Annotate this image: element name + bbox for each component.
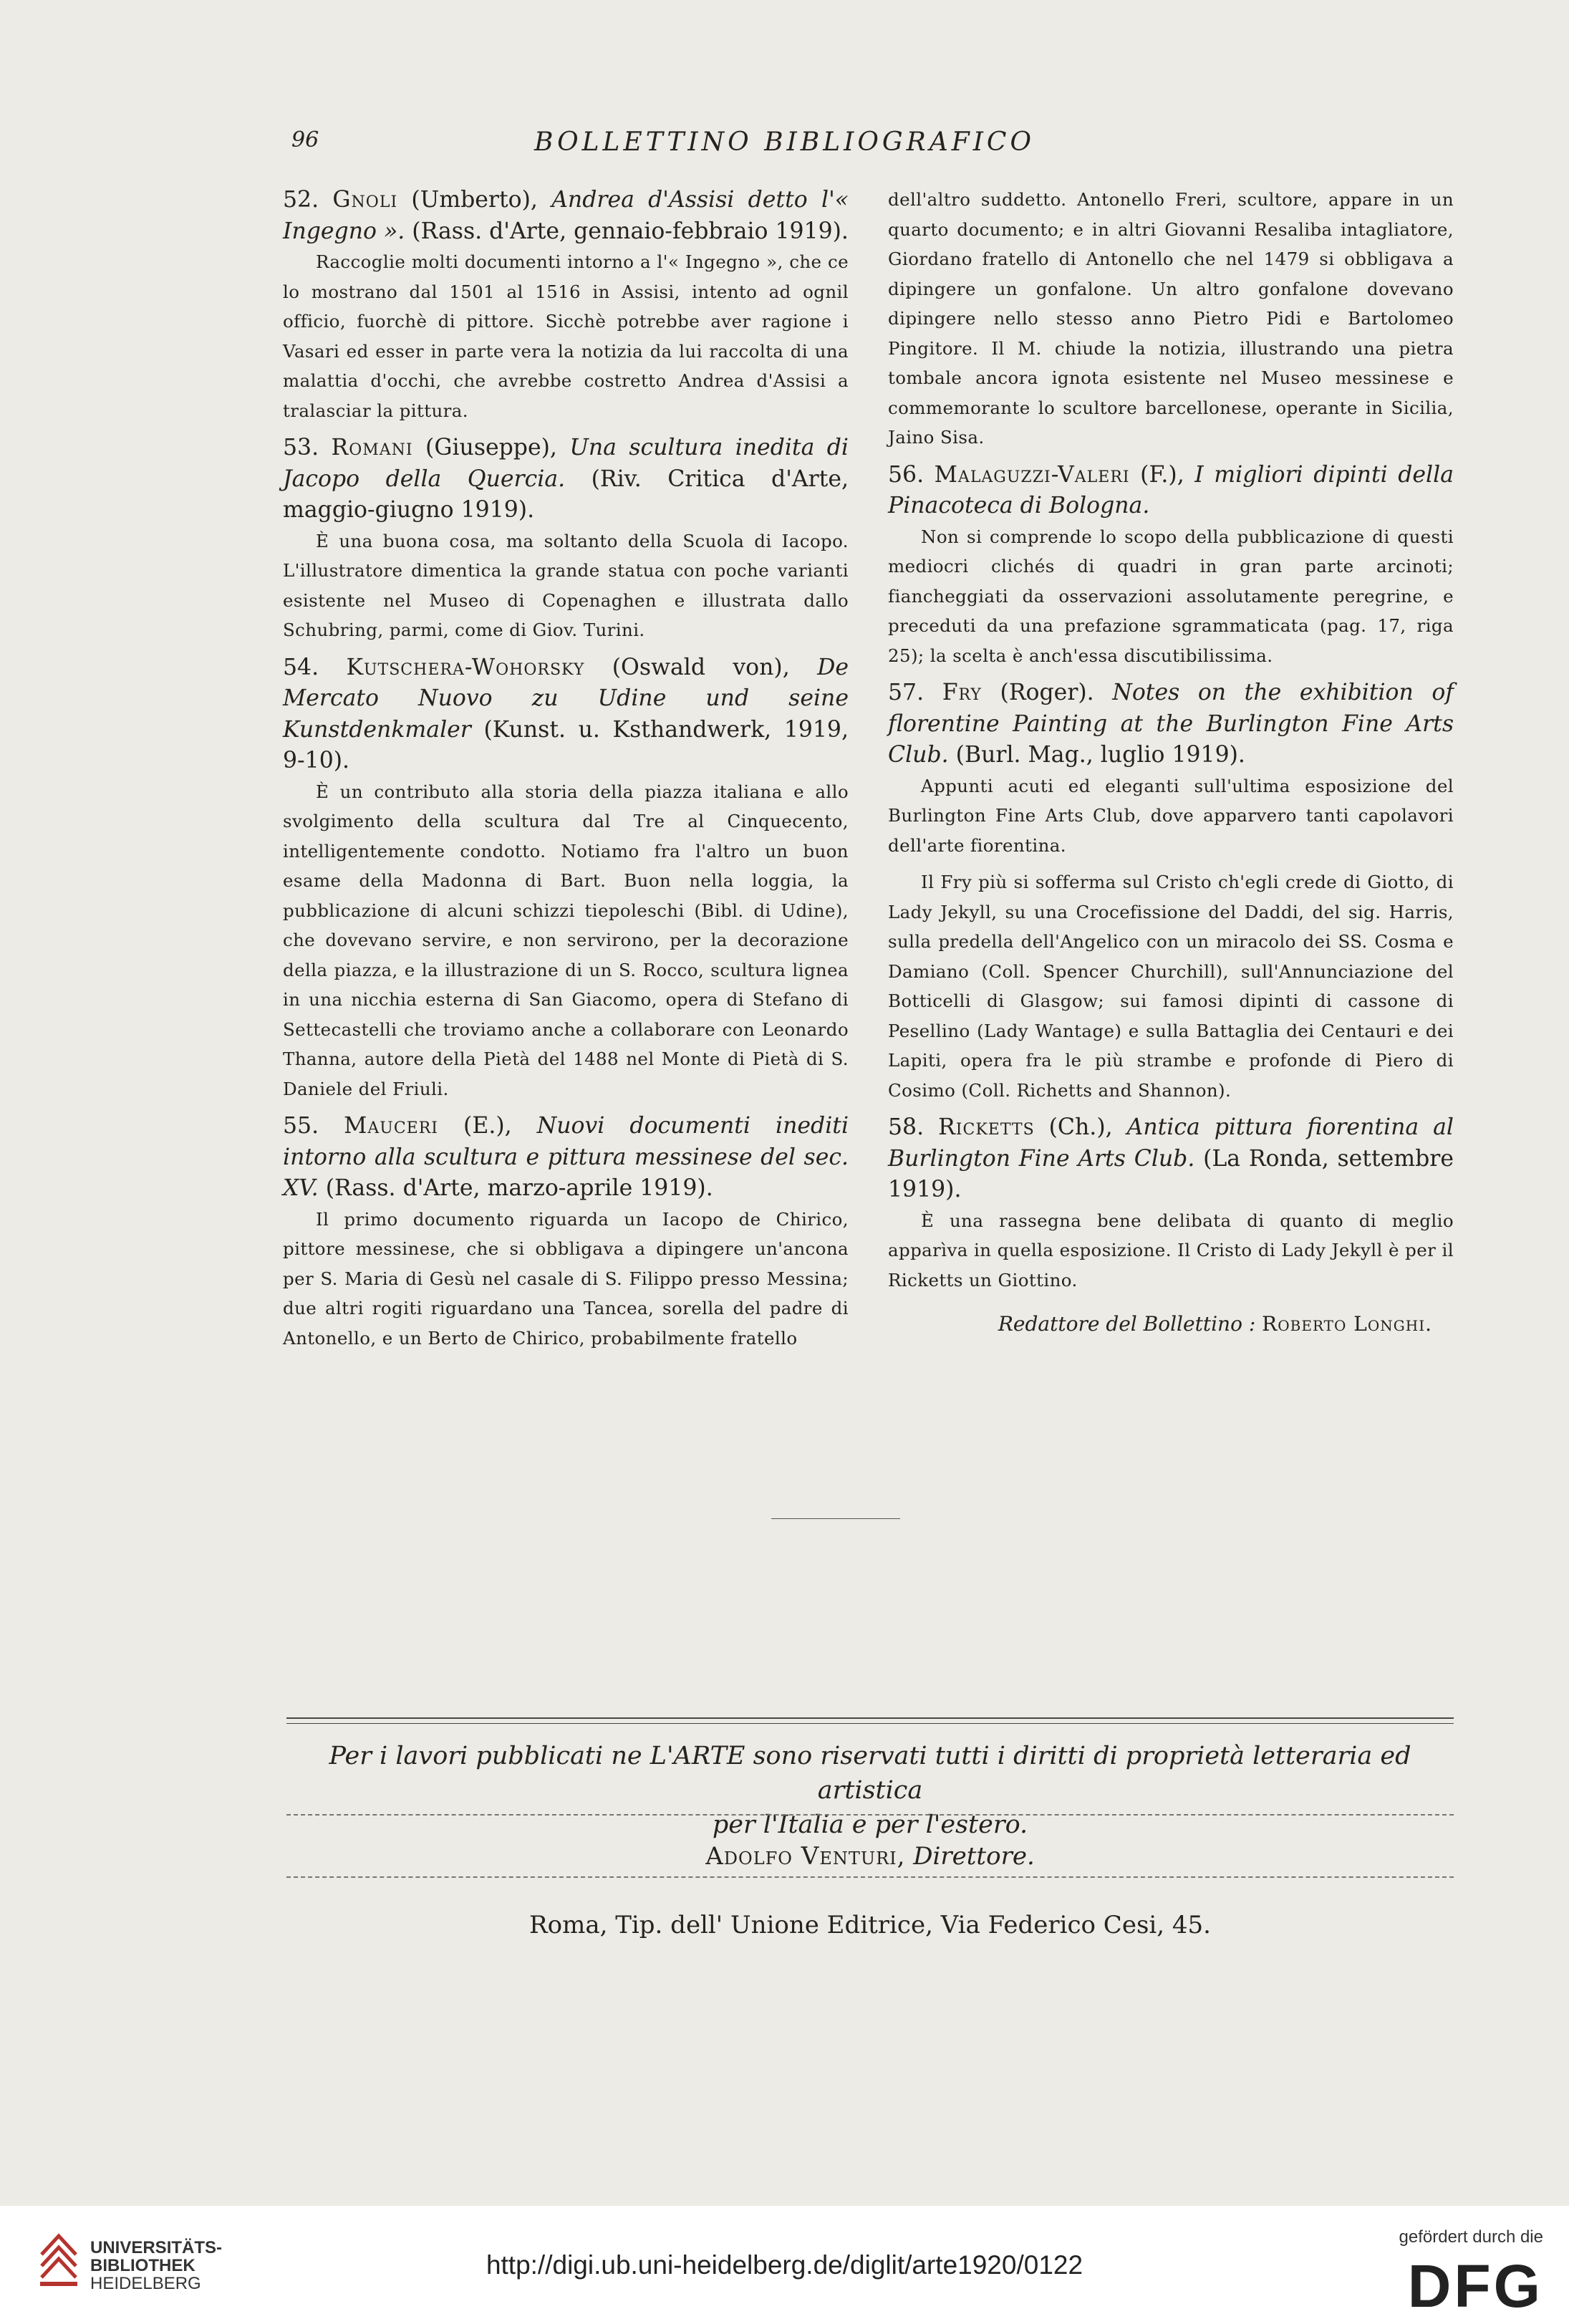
entry-heading: [888, 460, 1454, 522]
entry-heading: [283, 185, 849, 247]
running-title: BOLLETTINO BIBLIOGRAFICO: [534, 127, 1035, 157]
bibliography-entry: [283, 433, 849, 645]
entry-source: (Burl. Mag., luglio 1919).: [948, 742, 1245, 768]
entry-author-given: (Ch.),: [1034, 1114, 1127, 1140]
bibliography-entry: [283, 185, 849, 425]
entry-text: Appunti acuti ed eleganti sull'ultima esposizione del Burlington Fine Arts Club, dove apparvero tanti capolavori dell'arte fiorentina.: [888, 775, 1454, 856]
entry-number: 52.: [283, 187, 319, 213]
funding-label: gefördert durch die: [1399, 2227, 1543, 2247]
director-line: [286, 1842, 1454, 1871]
entry-author: Ricketts: [938, 1114, 1035, 1140]
entry-source: (Kunst. u. Ksthandwerk, 1919, 9-10).: [283, 716, 849, 773]
entry-text: È una rassegna bene delibata di quanto di meglio apparìva in quella esposizione. Il Cristo di Lady Jekyll è per il Ricketts un Giottino.: [888, 1210, 1454, 1291]
bibliography-entry: [888, 460, 1454, 671]
entry-title: Una scultura inedita di Jacopo della Quercia.: [283, 435, 849, 492]
entry-title: Notes on the exhibition of florentine Painting at the Burlington Fine Arts Club.: [888, 680, 1454, 768]
editor-signoff: [888, 1312, 1454, 1336]
entry-text: Non si comprende lo scopo della pubblicazione di questi mediocri clichés di quadri in gran parte arcinoti; fiancheggiati da osservazioni assolutamente peregrine, e preceduti da una prefazione sgrammaticata (pag. 17, riga 25); la scelta è anch'essa discutibilissima.: [888, 526, 1454, 666]
printer-imprint: Roma, Tip. dell' Unione Editrice, Via Federico Cesi, 45.: [529, 1911, 1211, 1939]
entry-source: (Rass. d'Arte, marzo-aprile 1919).: [318, 1175, 713, 1201]
entry-author: Mauceri: [344, 1113, 438, 1139]
entry-number: 53.: [283, 435, 319, 461]
entry-continuation: dell'altro suddetto. Antonello Freri, scultore, appare in un quarto documento; e in altri Giovanni Resaliba intagliatore, Giordano fratello di Antonello che nel 1479 si obbligava a dipingere un gonfalone. Un altro gonfalone dovevano dipingere nello stesso anno Pietro Pidi e Bartolomeo Pingitore. Il M. chiude la notizia, illustrando una pietra tombale ancora ignota esistente nel Museo messinese e commemorante lo scultore barcellonese, operante in Sicilia, Jaino Sisa.: [888, 189, 1454, 448]
entry-heading: [283, 652, 849, 777]
entry-heading: [283, 1111, 849, 1205]
bibliography-entry: [888, 1112, 1454, 1295]
entry-text: È una buona cosa, ma soltanto della Scuola di Iacopo. L'illustratore dimentica la grande statua con poche varianti esistente nel Museo di Copenaghen e illustrata dallo Schubring, parmi, come di Giov. Turini.: [283, 530, 849, 640]
footer-divider: [286, 1814, 1454, 1816]
entry-author: Gnoli: [332, 187, 398, 213]
entry-author-given: (Umberto),: [397, 187, 552, 213]
signoff-name: Roberto Longhi.: [1262, 1312, 1432, 1336]
entry-author-given: (Oswald von),: [584, 654, 818, 680]
entry-number: 55.: [283, 1113, 319, 1139]
entry-author-given: (E.),: [438, 1113, 537, 1139]
entry-author-given: (Giuseppe),: [412, 435, 570, 461]
entry-author-given: (Roger).: [981, 680, 1113, 705]
library-name-line2: BIBLIOTHEK: [90, 2256, 195, 2275]
entry-title: I migliori dipinti della Pinacoteca di Bologna.: [888, 461, 1454, 519]
entry-author: Fry: [942, 680, 982, 705]
entry-title: Antica pittura fiorentina al Burlington Fine Arts Club.: [888, 1114, 1454, 1172]
section-divider: [771, 1518, 900, 1519]
entry-heading: [888, 678, 1454, 771]
entry-title: Nuovi documenti inediti intorno alla scultura e pittura messinese del sec. XV.: [283, 1113, 849, 1201]
entry-author-given: (F.),: [1129, 461, 1195, 488]
entry-text: Il Fry più si sofferma sul Cristo ch'egli crede di Giotto, di Lady Jekyll, su una Crocefissione del Daddi, del sig. Harris, sulla predella dell'Angelico con un miracolo dei SS. Cosma e Damiano (Coll. Spencer Churchill), sull'Annunciazione del Botticelli di Glasgow; sui famosi dipinti di cassone di Pesellino (Lady Wantage) e sulla Battaglia dei Centauri e dei Lapiti, opera fra le più strambe e profonde di Piero di Cosimo (Coll. Richetts and Shannon).: [888, 872, 1454, 1101]
entry-number: 56.: [888, 461, 924, 488]
bibliography-entry: [888, 678, 1454, 1105]
footer-rule-top: [286, 1717, 1454, 1724]
source-url[interactable]: http://digi.ub.uni-heidelberg.de/diglit/arte1920/0122: [486, 2250, 1083, 2280]
entry-title: Andrea d'Assisi detto l'« Ingegno ».: [283, 187, 849, 244]
running-header: [0, 127, 1569, 170]
bibliography-entry: [283, 652, 849, 1104]
dfg-logo: DFG: [1407, 2252, 1543, 2320]
entry-author: Malaguzzi-Valeri: [934, 461, 1130, 488]
rights-notice-line2: per l'Italia e per l'estero.: [712, 1810, 1028, 1839]
director-role: Direttore.: [913, 1842, 1035, 1871]
entry-source: (Riv. Critica d'Arte, maggio-giugno 1919).: [283, 466, 849, 523]
entry-number: 57.: [888, 680, 924, 705]
signoff-label: Redattore del Bollettino :: [998, 1312, 1256, 1336]
entry-text: Il primo documento riguarda un Iacopo de Chirico, pittore messinese, che si obbligava a dipingere un'ancona per S. Maria di Gesù nel casale di S. Filippo presso Messina; due altri rogiti riguardano una Tancea, sorella del padre di Antonello, e un Berto de Chirico, probabilmente fratello: [283, 1208, 849, 1349]
entry-title: De Mercato Nuovo zu Udine und seine Kunstdenkmaler: [283, 654, 849, 743]
bibliography-entry: [283, 1111, 849, 1353]
rights-notice-line1: Per i lavori pubblicati ne L'ARTE sono riservati tutti i diritti di proprietà letteraria ed artistica: [329, 1742, 1411, 1805]
right-column: [888, 185, 1454, 1336]
entry-source: (Rass. d'Arte, gennaio-febbraio 1919).: [405, 218, 849, 244]
entry-source: (La Ronda, settembre 1919).: [888, 1145, 1454, 1202]
entry-author: Kutschera-Wohorsky: [346, 654, 585, 680]
entry-heading: [283, 433, 849, 526]
entry-text: È un contributo alla storia della piazza italiana e allo svolgimento della scultura dal Tre al Cinquecento, intelligentemente condotto. Notiamo fra l'altro un buon esame della Madonna di Bart. Buon nella loggia, la pubblicazione di alcuni schizzi tiepoleschi (Bibl. di Udine), che dovevano servire, e non servirono, per la decorazione della piazza, e la illustrazione di un S. Rocco, scultura lignea in una nicchia esterna di San Giacomo, opera di Stefano di Settecastelli che troviamo anche a collaborare con Leonardo Thanna, autore della Pietà del 1488 nel Monte di Pietà di S. Daniele del Friuli.: [283, 781, 849, 1099]
library-name-line3: HEIDELBERG: [90, 2274, 201, 2293]
library-name-line1: UNIVERSITÄTS-: [90, 2238, 223, 2257]
director-name: Adolfo Venturi,: [705, 1842, 906, 1871]
rights-notice: [286, 1739, 1454, 1842]
entry-heading: [888, 1112, 1454, 1206]
entry-author: Romani: [331, 435, 413, 461]
footer-divider: [286, 1876, 1454, 1878]
page-number: 96: [291, 127, 319, 153]
entry-number: 58.: [888, 1114, 924, 1140]
left-column: [283, 185, 849, 1360]
entry-text: Raccoglie molti documenti intorno a l'« Ingegno », che ce lo mostrano dal 1501 al 1516 in Assisi, intento ad ognil officio, fuorchè di pittore. Sicchè potrebbe aver ragione i Vasari ed esser in parte vera la notizia da lui raccolta di una malattia d'occhi, che avrebbe costretto Andrea d'Assisi a tralasciar la pittura.: [283, 251, 849, 421]
entry-number: 54.: [283, 654, 319, 680]
